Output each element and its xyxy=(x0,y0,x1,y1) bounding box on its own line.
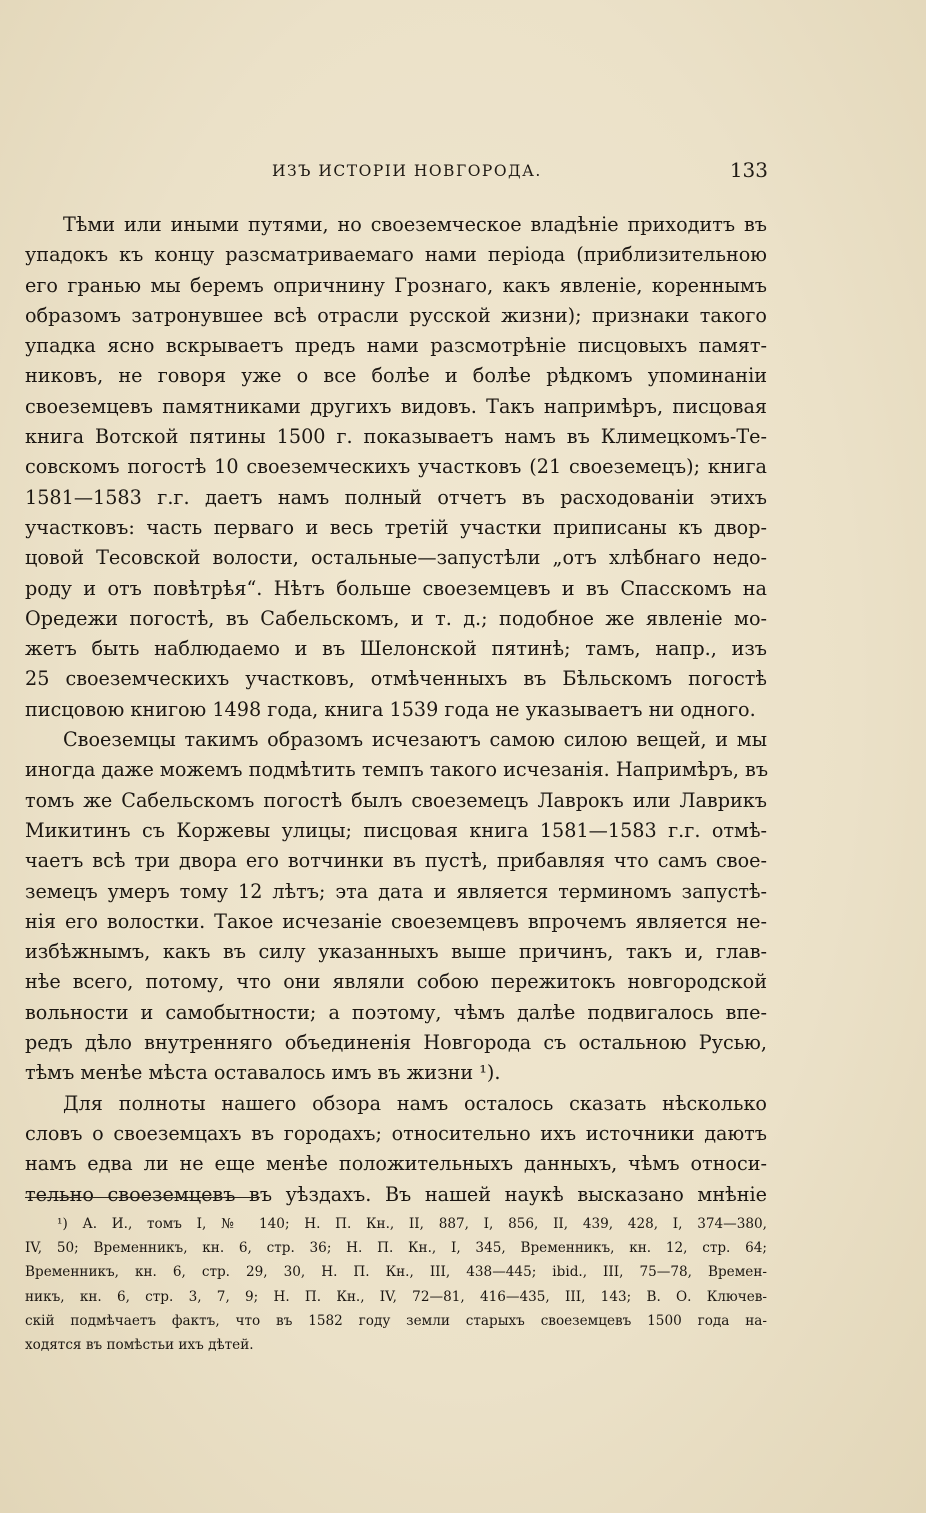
text-line: редъ дѣло внутренняго объединенія Новгорода съ остальною Русью, xyxy=(25,1031,767,1055)
page-number: 133 xyxy=(729,158,768,182)
paragraph xyxy=(25,1089,767,1210)
footnote-line: ¹) А. И., томъ I, № 140; Н. П. Кн., II, 887, I, 856, II, 439, 428, I, 374—380, xyxy=(57,1216,767,1232)
text-line: никовъ, не говоря уже о все болѣе и болѣе рѣдкомъ упоминаніи xyxy=(25,364,767,388)
text-line: Оредежи погостѣ, въ Сабельскомъ, и т. д.; подобное же явленіе мо- xyxy=(25,606,767,630)
text-line: жетъ быть наблюдаемо и въ Шелонской пятинѣ; тамъ, напр., изъ xyxy=(25,637,767,661)
text-line: образомъ затронувшее всѣ отрасли русской жизни); признаки такого xyxy=(25,303,767,327)
text-line: тельно своеземцевъ въ уѣздахъ. Въ нашей наукѣ высказано мнѣніе xyxy=(25,1182,767,1206)
text-line: тѣмъ менѣе мѣста оставалось имъ въ жизни ¹). xyxy=(25,1061,501,1085)
footnote-line: Временникъ, кн. 6, стр. 29, 30, Н. П. Кн., III, 438—445; ibid., III, 75—78, Времен- xyxy=(25,1264,767,1281)
text-line: его гранью мы беремъ опричнину Грознаго, какъ явленіе, кореннымъ xyxy=(25,273,767,297)
text-line: Для полноты нашего обзора намъ осталось сказать нѣсколько xyxy=(63,1091,767,1115)
text-line: цовой Тесовской волости, остальные—запустѣли „отъ хлѣбнаго недо- xyxy=(25,546,767,570)
text-line: томъ же Сабельскомъ погостѣ былъ своеземецъ Лаврокъ или Лаврикъ xyxy=(25,788,767,812)
footnote-line: ходятся въ помѣстьи ихъ дѣтей. xyxy=(25,1336,254,1353)
text-line: своеземцевъ памятниками другихъ видовъ. Такъ напримѣръ, писцовая xyxy=(25,394,767,418)
footnote-divider xyxy=(25,1197,260,1198)
text-line: роду и отъ повѣтрѣя“. Нѣтъ больше своеземцевъ и въ Спасскомъ на xyxy=(25,576,767,600)
text-line: вольности и самобытности; а поэтому, чѣмъ далѣе подвигалось впе- xyxy=(25,1000,767,1024)
text-line: иногда даже можемъ подмѣтить темпъ такого исчезанія. Напримѣръ, въ xyxy=(25,758,769,782)
page-header xyxy=(100,158,768,188)
text-line: нія его волостки. Такое исчезаніе своеземцевъ впрочемъ является не- xyxy=(25,909,767,933)
text-line: участковъ: часть перваго и весь третій участки приписаны къ двор- xyxy=(25,515,767,539)
running-title: ИЗЪ ИСТОРІИ НОВГОРОДА. xyxy=(272,162,542,180)
text-line: Тѣми или иными путями, но своеземческое владѣніе приходитъ въ xyxy=(63,213,767,236)
paragraph xyxy=(25,725,767,1089)
main-text xyxy=(25,210,767,1210)
text-line: совскомъ погостѣ 10 своеземческихъ участковъ (21 своеземецъ); книга xyxy=(25,455,767,479)
text-line: нѣе всего, потому, что они являли собою пережитокъ новгородской xyxy=(25,970,767,994)
text-line: 25 своеземческихъ участковъ, отмѣченныхъ въ Бѣльскомъ погостѣ xyxy=(25,667,767,691)
text-line: упадка ясно вскрываетъ предъ нами разсмотрѣніе писцовыхъ памят- xyxy=(25,334,767,358)
text-line: земецъ умеръ тому 12 лѣтъ; эта дата и является терминомъ запустѣ- xyxy=(25,879,767,903)
text-line: 1581—1583 г.г. даетъ намъ полный отчетъ въ расходованіи этихъ xyxy=(25,485,767,509)
text-line: писцовою книгою 1498 года, книга 1539 года не указываетъ ни одного. xyxy=(25,697,756,721)
footnote-line: скій подмѣчаетъ фактъ, что въ 1582 году земли старыхъ своеземцевъ 1500 года на- xyxy=(25,1312,767,1329)
text-line: Микитинъ съ Коржевы улицы; писцовая книга 1581—1583 г.г. отмѣ- xyxy=(25,818,767,842)
footnote-line: никъ, кн. 6, стр. 3, 7, 9; Н. П. Кн., IV, 72—81, 416—435, III, 143; В. О. Ключев- xyxy=(25,1288,767,1305)
text-line: книга Вотской пятины 1500 г. показываетъ намъ въ Климецкомъ-Те- xyxy=(25,425,767,449)
text-line: словъ о своеземцахъ въ городахъ; относительно ихъ источники даютъ xyxy=(25,1121,767,1145)
text-line: Своеземцы такимъ образомъ исчезаютъ самою силою вещей, и мы xyxy=(63,728,767,752)
footnote-line: IV, 50; Временникъ, кн. 6, стр. 36; Н. П. Кн., I, 345, Временникъ, кн. 12, стр. 64; xyxy=(25,1240,767,1257)
text-line: чаетъ всѣ три двора его вотчинки въ пустѣ, прибавляя что самъ свое- xyxy=(25,849,767,873)
text-line: намъ едва ли не еще менѣе положительныхъ данныхъ, чѣмъ относи- xyxy=(25,1152,767,1176)
text-line: избѣжнымъ, какъ въ силу указанныхъ выше причинъ, такъ и, глав- xyxy=(25,940,767,964)
paragraph xyxy=(25,210,767,725)
footnotes xyxy=(25,1212,767,1357)
text-line: упадокъ къ концу разсматриваемаго нами періода (приблизительною xyxy=(25,243,767,267)
